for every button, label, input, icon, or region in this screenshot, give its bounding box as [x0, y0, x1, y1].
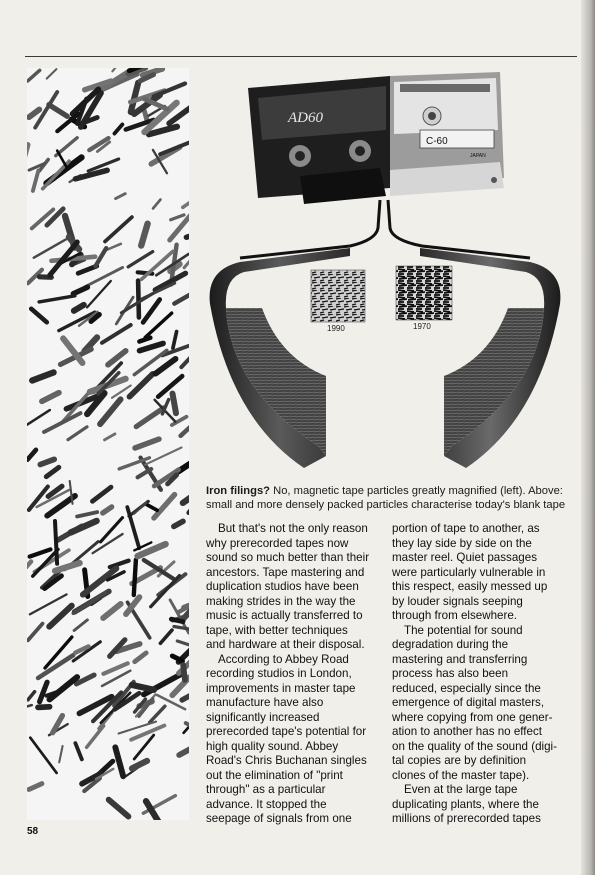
caption-lead: Iron filings? — [206, 485, 271, 497]
tape-particle — [103, 507, 112, 513]
tape-particle — [29, 784, 42, 790]
tape-particle — [141, 224, 147, 246]
tape-particle — [77, 512, 97, 516]
tape-particle — [139, 338, 150, 342]
tape-sample-1990 — [311, 270, 365, 322]
article-line: millions of prerecorded tapes — [392, 812, 541, 825]
article-line: mastering and transferring — [392, 652, 528, 666]
tape-particle — [30, 738, 56, 773]
page-number: 58 — [27, 826, 39, 837]
tape-particle — [92, 487, 111, 501]
page-edge — [581, 0, 595, 875]
article-line: According to Abbey Road — [218, 652, 349, 666]
article-line: reduced, especially since the — [392, 681, 541, 695]
tape-particle — [171, 215, 184, 220]
tape-particle — [28, 70, 40, 81]
tape-particle — [28, 624, 43, 641]
article-line: process has also been — [392, 667, 509, 680]
article-line: ation to another has no effect — [392, 725, 542, 738]
cassette-dark-half — [248, 76, 390, 204]
tape-particle — [150, 706, 165, 722]
tape-particle — [101, 518, 123, 542]
article-line: duplicating plants, where the — [392, 797, 539, 811]
tape-particle — [183, 199, 189, 208]
tape-particle — [46, 467, 59, 476]
article-line: seepage of signals from one — [206, 812, 352, 825]
sample-year-1970: 1970 — [413, 322, 431, 331]
tape-particle — [32, 372, 53, 380]
tape-particle — [44, 413, 81, 432]
tape-particle — [49, 105, 67, 117]
tape-particle — [171, 619, 183, 622]
tape-particle — [40, 682, 48, 702]
article-line: by louder signals seeping — [392, 594, 523, 608]
tape-particle — [39, 296, 75, 302]
tape-particle — [38, 707, 50, 708]
article-line: clones of the master tape). — [392, 768, 530, 782]
article-line: were particularly vulnerable in — [392, 565, 546, 579]
tape-particle — [115, 747, 123, 776]
tape-particle — [173, 332, 177, 349]
article-line: Road's Chris Buchanan singles — [206, 754, 367, 767]
tape-particle — [71, 521, 97, 533]
tape-particle — [174, 521, 183, 526]
tape-particle — [74, 620, 87, 631]
tape-sample-1970 — [396, 266, 452, 320]
tape-particle — [55, 521, 57, 564]
article-column-1 — [206, 522, 384, 827]
article-line: prerecorded tape's potential for — [206, 725, 367, 738]
tape-particle — [115, 125, 123, 134]
tape-particle — [108, 351, 126, 365]
tape-particle — [47, 69, 57, 79]
article-line: ancestors. Tape mastering and — [206, 565, 365, 579]
tape-particle — [160, 630, 172, 643]
tape-particle — [27, 410, 50, 425]
tape-particle — [30, 549, 51, 556]
tape-particle — [147, 505, 157, 510]
tape-particle — [33, 171, 39, 191]
article-line: portion of tape to another, as — [392, 522, 540, 535]
article-line: improvements in master tape — [206, 681, 356, 695]
cassette-right-label: C-60 — [426, 136, 448, 147]
article-line: and hardware at their disposal. — [206, 638, 365, 651]
tape-particle — [151, 576, 180, 607]
tape-particle — [135, 439, 159, 448]
article-line: advance. It stopped the — [206, 797, 327, 811]
article-line: Even at the large tape — [404, 783, 518, 796]
article-line: through from elsewhere. — [392, 609, 518, 622]
tape-particle — [134, 503, 146, 514]
tape-particle — [34, 240, 66, 258]
tape-particle — [59, 746, 62, 762]
article-line: where copying from one gener- — [392, 710, 553, 724]
article-line: out the elimination of "print — [206, 768, 343, 782]
article-line: through" as a particular — [206, 783, 326, 796]
tape-particle — [181, 421, 189, 436]
tape-particle — [135, 653, 147, 662]
tape-particle — [40, 459, 54, 464]
figure-caption — [206, 484, 572, 512]
tape-particle — [28, 450, 36, 460]
article-column-2 — [392, 522, 572, 827]
tape-particle — [105, 434, 116, 440]
cassette-light-half — [390, 72, 504, 196]
tape-particle — [173, 394, 177, 414]
tape-particle — [27, 562, 31, 577]
tape-particle — [75, 743, 81, 759]
tape-particle — [130, 374, 153, 397]
tape-particle — [145, 448, 181, 465]
tape-particle — [134, 560, 136, 595]
article-line: duplication studios have been — [206, 580, 359, 593]
tape-particle — [100, 399, 120, 424]
tape-particle — [42, 393, 59, 402]
cassette-left-label: AD60 — [288, 110, 323, 126]
tape-particle — [28, 692, 35, 700]
tape-particle — [140, 343, 164, 350]
tape-particle — [179, 737, 189, 755]
article-line: recording studios in London, — [206, 667, 352, 680]
tape-particle — [116, 194, 126, 199]
article-line: But that's not the only reason — [218, 522, 368, 535]
tape-particle — [154, 84, 185, 97]
magnified-tape-particles-image — [27, 68, 189, 820]
tape-particle — [110, 561, 129, 567]
sample-year-1990: 1990 — [327, 324, 345, 333]
tape-particle — [74, 305, 84, 311]
article-line: tal copies are by definition — [392, 754, 527, 767]
tape-particle — [103, 604, 121, 618]
tape-particle — [105, 217, 132, 241]
article-line: on the quality of the sound (digi- — [392, 739, 557, 753]
tape-particle — [183, 490, 189, 503]
article-line: they lay side by side on the — [392, 536, 532, 550]
tape-particle — [184, 595, 189, 608]
tape-particle — [102, 325, 131, 343]
tape-particle — [50, 677, 78, 699]
tape-particle — [136, 408, 164, 427]
tape-particle — [132, 761, 147, 769]
tape-particle — [154, 495, 175, 518]
tape-particle — [27, 705, 32, 714]
article-line: emergence of digital masters, — [392, 696, 545, 709]
article-line: tape, with better techniques — [206, 623, 348, 637]
tape-particle — [184, 249, 189, 268]
article-line: music is actually transferred to — [206, 609, 363, 622]
tape-particle — [153, 200, 160, 209]
tape-particle — [143, 300, 160, 323]
caption-text: No, magnetic tape particles greatly magnified (left). Above: small and more densely packed particles characterise today's blank tape — [206, 485, 566, 511]
tape-particle — [138, 281, 139, 318]
article-line: high quality sound. Abbey — [206, 739, 339, 753]
tape-particle — [31, 309, 47, 323]
tape-particle — [156, 359, 176, 374]
tape-particle — [174, 288, 189, 303]
tape-particle — [177, 641, 189, 647]
tape-particle — [73, 287, 87, 294]
tape-particle — [49, 606, 71, 627]
cassette-tape-illustration — [200, 58, 572, 480]
article-line: manufacture have also — [206, 696, 324, 709]
tape-particle — [183, 665, 185, 680]
article-line: master reel. Quiet passages — [392, 551, 537, 564]
tape-particle — [30, 594, 67, 614]
tape-particle — [103, 663, 127, 674]
article-line: degradation during the — [392, 638, 509, 651]
article-line: The potential for sound — [404, 623, 523, 637]
tape-particle — [109, 800, 129, 817]
tape-particle — [132, 685, 154, 690]
tape-particle — [57, 151, 66, 168]
tape-particle — [186, 232, 189, 238]
tape-particle — [38, 655, 73, 678]
article-line: this respect, easily messed up — [392, 580, 548, 593]
tape-particle — [68, 427, 87, 440]
article-line: making strides in the way the — [206, 594, 356, 608]
tape-particle — [29, 110, 39, 118]
header-rule — [25, 56, 577, 57]
cassette-right-mark: JAPAN — [470, 153, 486, 159]
tape-particle — [27, 145, 28, 187]
tape-particle — [87, 726, 104, 747]
article-line: why prerecorded tapes now — [206, 536, 349, 550]
article-line: significantly increased — [206, 710, 320, 724]
article-line: sound so much better than their — [206, 551, 370, 564]
tape-particle — [128, 252, 153, 267]
